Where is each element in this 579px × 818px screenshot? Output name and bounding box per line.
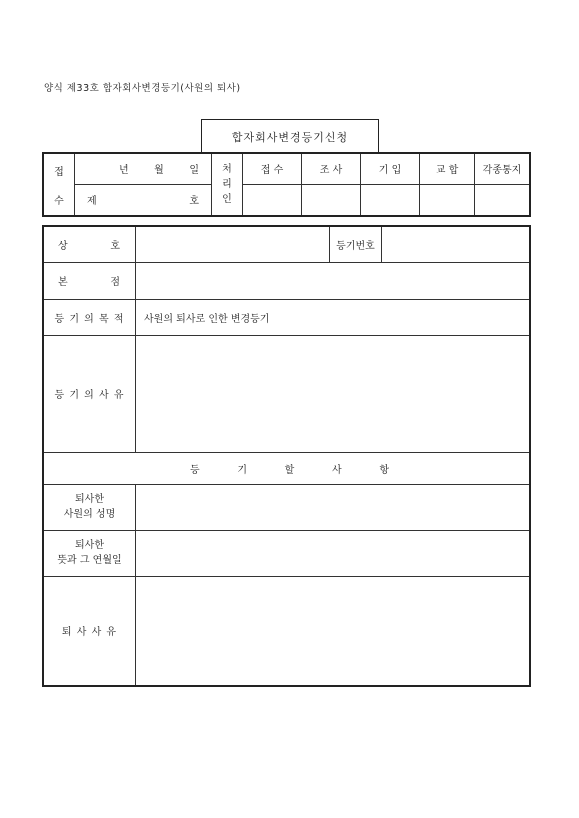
receipt-side-label xyxy=(43,153,75,216)
sign-verification[interactable] xyxy=(420,184,475,216)
col-receipt: 접 수 xyxy=(243,153,302,184)
form-title: 합자회사변경등기신청 xyxy=(201,119,379,154)
receipt-date-cell[interactable] xyxy=(75,153,212,184)
sign-receipt[interactable] xyxy=(243,184,302,216)
retired-name-field[interactable] xyxy=(136,484,531,530)
date-month-label: 월 xyxy=(154,165,164,177)
matters-char-3: 할 xyxy=(284,464,295,476)
form-number-label: 양식 제33호 합자회사변경등기(사원의 퇴사) xyxy=(44,83,241,94)
head-office-label: 본 점 xyxy=(43,262,136,299)
matters-header xyxy=(43,452,530,484)
retire-reason-field[interactable] xyxy=(136,576,531,686)
receipt-table xyxy=(42,152,531,217)
matters-char-1: 등 xyxy=(190,464,200,476)
number-suffix-label: 호 xyxy=(189,196,199,208)
reg-no-label: 등기번호 xyxy=(330,226,382,262)
date-day-label: 일 xyxy=(189,165,199,177)
purpose-label: 등 기 의 목 적 xyxy=(43,299,136,335)
col-verification: 교 합 xyxy=(420,153,475,184)
receipt-side-top: 접 xyxy=(54,166,64,178)
retire-reason-label: 퇴 사 사 유 xyxy=(43,576,136,686)
sign-notifications[interactable] xyxy=(475,184,531,216)
date-year-label: 년 xyxy=(119,165,129,177)
number-prefix-label: 제 xyxy=(87,196,97,208)
head-office-field[interactable] xyxy=(136,262,531,299)
matters-char-5: 항 xyxy=(379,464,389,476)
processor-char-1: 처 xyxy=(222,164,232,175)
reason-label: 등 기 의 사 유 xyxy=(43,335,136,452)
purpose-value: 사원의 퇴사로 인한 변경등기 xyxy=(144,313,270,325)
sign-investigation[interactable] xyxy=(302,184,361,216)
retired-date-label: 퇴사한 뜻과 그 연월일 xyxy=(43,530,136,576)
col-investigation: 조 사 xyxy=(302,153,361,184)
processor-char-2: 리 xyxy=(222,179,232,190)
reg-no-field[interactable] xyxy=(382,226,531,262)
retired-date-field[interactable] xyxy=(136,530,531,576)
sign-entry[interactable] xyxy=(361,184,420,216)
matters-char-4: 사 xyxy=(331,464,342,476)
trade-name-label: 상 호 xyxy=(43,226,136,262)
matters-char-2: 기 xyxy=(237,464,247,476)
col-entry: 기 입 xyxy=(361,153,420,184)
reason-field[interactable] xyxy=(136,335,531,452)
col-notifications: 각종통지 xyxy=(475,153,531,184)
receipt-side-bottom: 수 xyxy=(54,195,64,207)
purpose-field[interactable] xyxy=(136,299,531,335)
trade-name-field[interactable] xyxy=(136,226,330,262)
retired-name-label: 퇴사한 사원의 성명 xyxy=(43,484,136,530)
processor-char-3: 인 xyxy=(222,194,232,205)
main-form-table xyxy=(42,225,531,687)
receipt-number-cell[interactable] xyxy=(75,184,212,216)
processor-label xyxy=(212,153,243,216)
